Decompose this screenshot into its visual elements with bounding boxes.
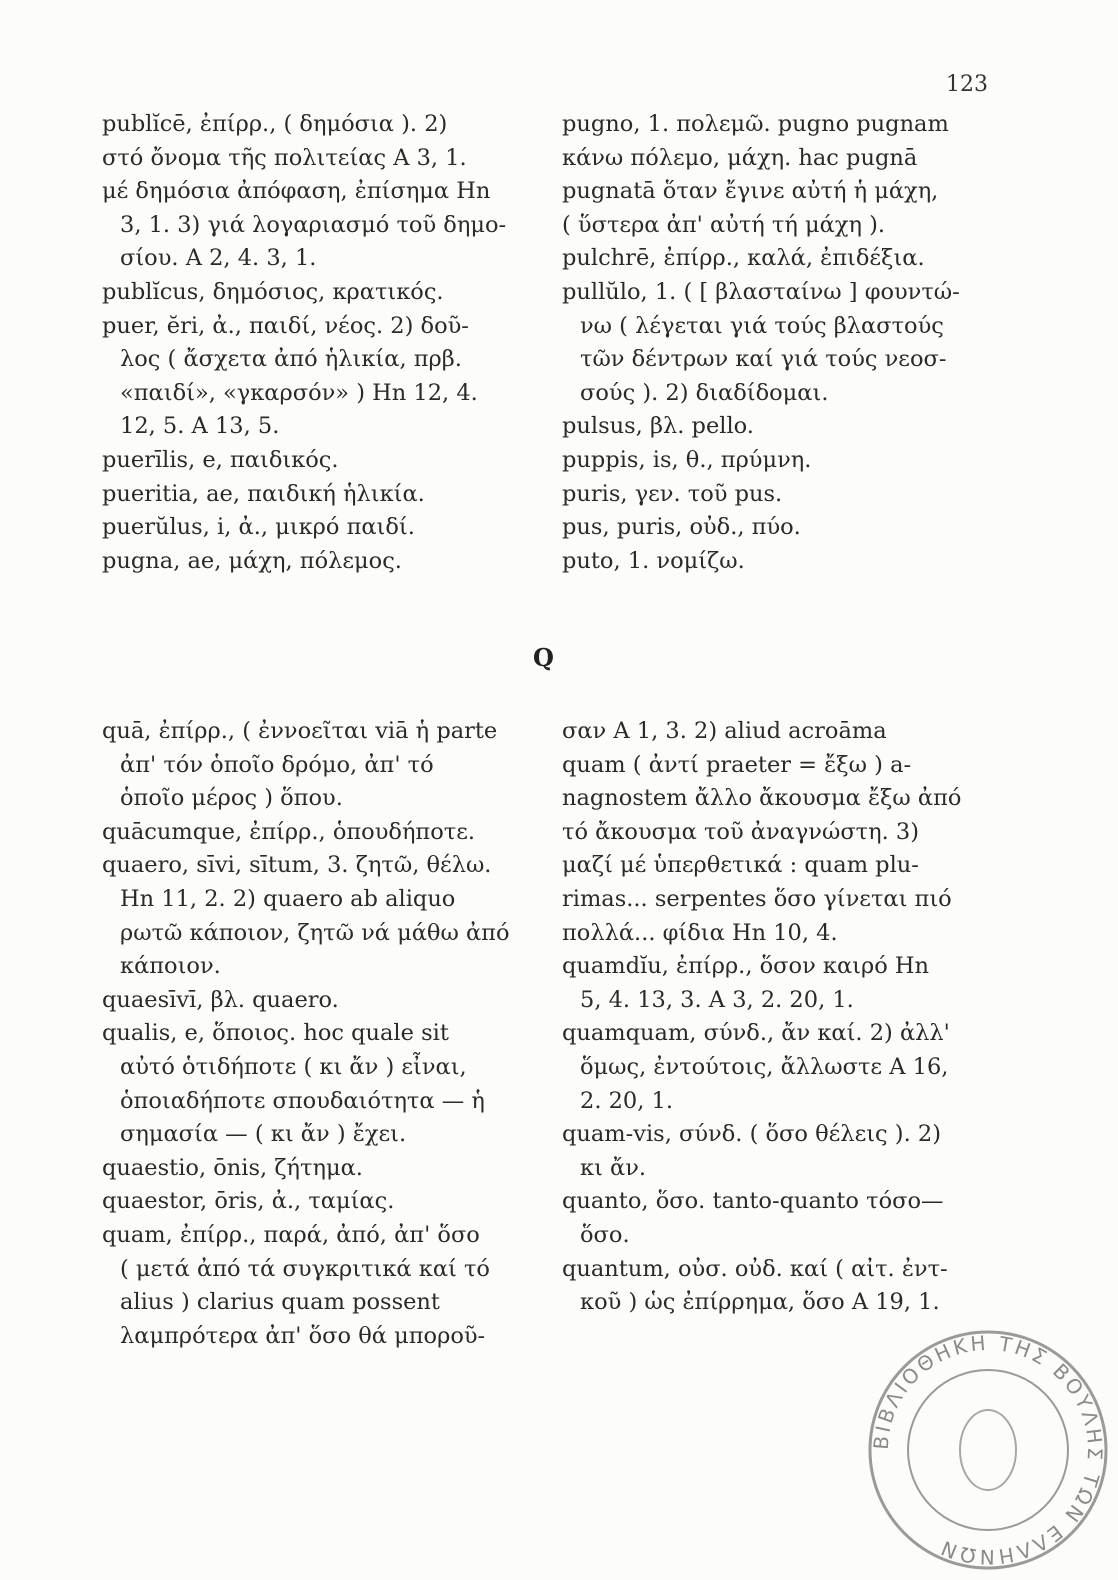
- entry-line: σαν A 1, 3. 2) aliud acroāma: [562, 718, 887, 744]
- entry-line: κοῦ ) ὡς ἐπίρρημα, ὅσο A 19, 1.: [580, 1289, 940, 1316]
- section-letter: Q: [533, 643, 554, 672]
- entry-line: λαμπρότερα ἀπ' ὅσο θά μποροῦ-: [120, 1322, 486, 1349]
- entry-line: ὅσο.: [580, 1221, 630, 1248]
- entry-line: κάνω πόλεμο, μάχη. hac pugnā: [562, 144, 918, 171]
- entry-line: publĭcē, ἐπίρρ., ( δημόσια ). 2): [102, 111, 448, 137]
- entry-line: alius ) clarius quam possent: [120, 1289, 440, 1316]
- entry-line: 5, 4. 13, 3. A 3, 2. 20, 1.: [580, 986, 854, 1013]
- entry-line: pueritia, ae, παιδική ἡλικία.: [102, 480, 425, 507]
- entry-line: quam, ἐπίρρ., παρά, ἀπό, ἀπ' ὅσο: [102, 1221, 480, 1248]
- entry-line: nagnostem ἄλλο ἄκουσμα ἔξω ἀπό: [562, 785, 962, 812]
- entry-line: μαζί μέ ὑπερθετικά : quam plu-: [562, 852, 919, 879]
- entry-line: νω ( λέγεται γιά τούς βλαστούς: [580, 312, 944, 339]
- entry-line: πολλά... φίδια Hn 10, 4.: [562, 919, 838, 946]
- right-column-top: [562, 108, 992, 578]
- right-column-bottom: [562, 715, 992, 1320]
- entry-line: ρωτῶ κάποιον, ζητῶ νά μάθω ἀπό: [120, 919, 510, 946]
- entry-line: quaestor, ōris, ἀ., ταμίας.: [102, 1188, 395, 1215]
- library-stamp: [858, 1320, 1118, 1580]
- entry-line: 3, 1. 3) γιά λογαριασμό τοῦ δημο-: [120, 211, 507, 238]
- entry-line: pus, puris, οὐδ., πύο.: [562, 514, 801, 541]
- entry-line: αὐτό ὁτιδήποτε ( κι ἄν ) εἶναι,: [120, 1053, 467, 1080]
- entry-line: ( ὕστερα ἀπ' αὐτή τή μάχη ).: [562, 211, 886, 238]
- entry-line: pugnatā ὅταν ἔγινε αὐτή ἡ μάχη,: [562, 178, 939, 205]
- entry-line: pulsus, βλ. pello.: [562, 413, 754, 440]
- page-number: 123: [946, 72, 988, 97]
- entry-line: puerīlis, e, παιδικός.: [102, 446, 339, 473]
- entry-line: «παιδί», «γκαρσόν» ) Hn 12, 4.: [120, 379, 478, 406]
- entry-line: qualis, e, ὅποιος. hoc quale sit: [102, 1020, 449, 1047]
- entry-line: quam-vis, σύνδ. ( ὅσο θέλεις ). 2): [562, 1121, 941, 1148]
- entry-line: publĭcus, δημόσιος, κρατικός.: [102, 278, 444, 305]
- entry-line: Hn 11, 2. 2) quaero ab aliquo: [120, 885, 456, 912]
- entry-line: τό ἄκουσμα τοῦ ἀναγνώστη. 3): [562, 818, 920, 845]
- entry-line: quanto, ὅσο. tanto-quanto τόσο—: [562, 1188, 944, 1215]
- stamp-text: ΒΙΒΛΙΟΘΗΚΗ ΤΗΣ ΒΟΥΛΗΣ ΤΩΝ ΕΛΛΗΝΩΝ: [868, 1330, 1108, 1570]
- left-column-top: [102, 108, 542, 578]
- entry-line: quamquam, σύνδ., ἄν καί. 2) ἀλλ': [562, 1020, 950, 1047]
- entry-line: rimas... serpentes ὅσο γίνεται πιό: [562, 885, 952, 912]
- entry-line: τῶν δέντρων καί γιά τούς νεοσ-: [580, 346, 947, 373]
- entry-line: ἀπ' τόν ὁποῖο δρόμο, ἀπ' τό: [120, 751, 434, 778]
- entry-line: pulchrē, ἐπίρρ., καλά, ἐπιδέξια.: [562, 245, 925, 272]
- entry-line: ( μετά ἀπό τά συγκριτικά καί τό: [120, 1255, 490, 1282]
- entry-line: λος ( ἄσχετα ἀπό ἡλικία, πρβ.: [120, 346, 462, 373]
- entry-line: στό ὄνομα τῆς πολιτείας A 3, 1.: [102, 144, 467, 171]
- entry-line: quaero, sīvi, sītum, 3. ζητῶ, θέλω.: [102, 852, 492, 879]
- entry-line: quā, ἐπίρρ., ( ἐννοεῖται viā ἡ parte: [102, 718, 498, 744]
- entry-line: puer, ĕri, ἀ., παιδί, νέος. 2) δοῦ-: [102, 312, 469, 339]
- entry-line: 12, 5. A 13, 5.: [120, 413, 280, 440]
- left-column-bottom: [102, 715, 542, 1353]
- entry-line: quaestio, ōnis, ζήτημα.: [102, 1154, 363, 1181]
- entry-line: quācumque, ἐπίρρ., ὁπουδήποτε.: [102, 818, 476, 845]
- entry-line: pugno, 1. πολεμῶ. pugno pugnam: [562, 111, 949, 137]
- entry-line: 2. 20, 1.: [580, 1087, 674, 1114]
- entry-line: κι ἄν.: [580, 1154, 647, 1181]
- entry-line: quaesīvī, βλ. quaero.: [102, 986, 339, 1013]
- entry-line: μέ δημόσια ἀπόφαση, ἐπίσημα Hn: [102, 178, 491, 205]
- entry-line: σημασία — ( κι ἄν ) ἔχει.: [120, 1121, 407, 1148]
- entry-line: pugna, ae, μάχη, πόλεμος.: [102, 547, 402, 574]
- entry-line: pullŭlo, 1. ( [ βλασταίνω ] φουντώ-: [562, 278, 960, 305]
- entry-line: puerŭlus, i, ἀ., μικρό παιδί.: [102, 514, 415, 541]
- entry-line: σίου. A 2, 4. 3, 1.: [120, 245, 317, 272]
- entry-line: puris, γεν. τοῦ pus.: [562, 480, 783, 507]
- entry-line: ὁποῖο μέρος ) ὅπου.: [120, 785, 343, 812]
- entry-line: quam ( ἀντί praeter = ἔξω ) a-: [562, 751, 912, 778]
- entry-line: quamdĭu, ἐπίρρ., ὅσον καιρό Hn: [562, 953, 930, 980]
- entry-line: quantum, οὐσ. οὐδ. καί ( αἰτ. ἐντ-: [562, 1255, 948, 1282]
- entry-line: σούς ). 2) διαδίδομαι.: [580, 379, 829, 406]
- entry-line: κάποιον.: [120, 953, 221, 980]
- entry-line: ὅμως, ἐντούτοις, ἄλλωστε A 16,: [580, 1053, 949, 1080]
- entry-line: puppis, is, θ., πρύμνη.: [562, 446, 812, 473]
- entry-line: puto, 1. νομίζω.: [562, 547, 745, 574]
- entry-line: ὁποιαδήποτε σπουδαιότητα — ἡ: [120, 1087, 485, 1114]
